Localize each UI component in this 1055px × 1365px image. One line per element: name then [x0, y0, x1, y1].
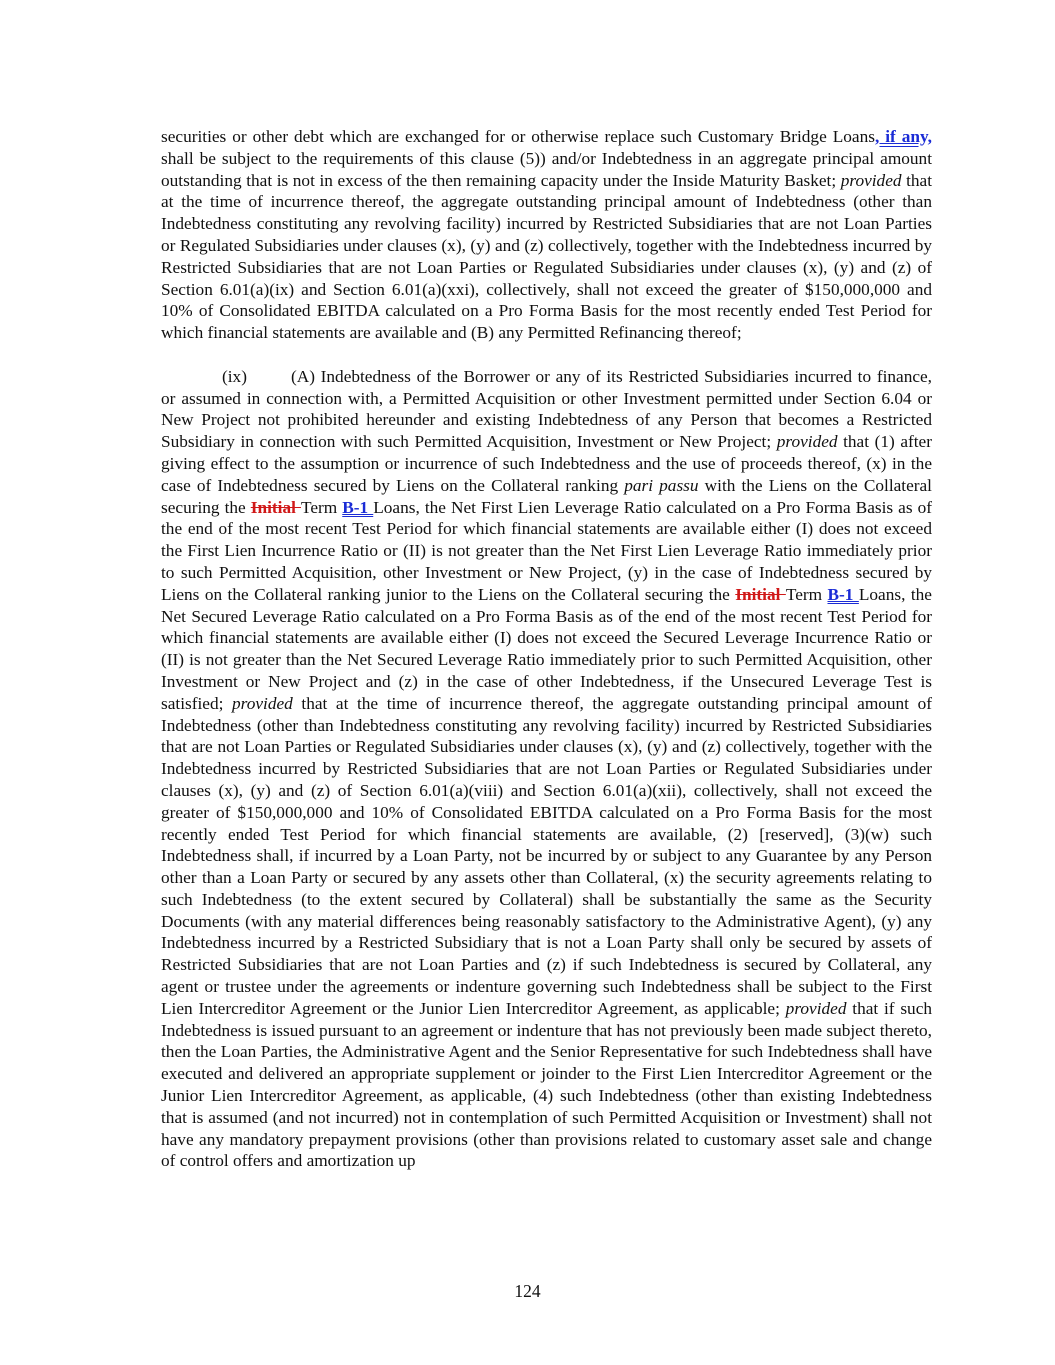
deleted-text: Initial	[735, 584, 786, 604]
text-run: with the Liens on the Collateral securing the	[161, 475, 932, 517]
text-run: securities or other debt which are exchanged for or otherwise replace such Customary Bridge Loans	[161, 127, 875, 146]
italic-text: provided	[232, 693, 293, 713]
clause-number: (ix)	[222, 366, 247, 386]
italic-text: provided	[840, 170, 902, 190]
document-body	[161, 126, 932, 1172]
italic-text: provided	[785, 998, 847, 1018]
text-run: that if such Indebtedness is issued pursuant to an agreement or indenture that has not previously been made subject thereto, then the Loan Parties, the Administrative Agent and the Senior Representative for such Indebtedness shall have executed and delivered an appropriate supplement or joinder to the First Lien Intercreditor Agreement or the Junior Lien Intercreditor Agreement, as applicable, (4) such Indebtedness (other than existing Indebtedness that is assumed (and not incurred) not in contemplation of such Permitted Acquisition or Investment) shall not have any mandatory prepayment provisions (other than provisions related to customary asset sale and change of control offers and amortization up	[161, 998, 933, 1171]
text-run: (A) Indebtedness of the Borrower or any of its Restricted Subsidiaries incurred to finance, or assumed in connection with, a Permitted Acquisition or other Investment permitted under Section 6.04 or New Project not prohibited hereunder and existing Indebtedness of any Person that becomes a Restricted Subsidiary in connection with such Permitted Acquisition, Investment or New Project;	[161, 366, 932, 452]
inserted-text: B-1	[827, 584, 859, 604]
deleted-text: Initial	[250, 497, 301, 517]
italic-text: provided	[776, 432, 838, 452]
page-number: 124	[514, 1281, 541, 1301]
paragraph-continuation	[161, 126, 932, 344]
text-run: Term	[300, 497, 343, 517]
text-run: that at the time of incurrence thereof, the aggregate outstanding principal amount of Indebtedness (other than Indebtedness constituting any revolving facility) incurred by Restricted Subsidiaries that are not Loan Parties or Regulated Subsidiaries under clauses (x), (y) and (z) collectively, together with the Indebtedness incurred by Restricted Subsidiaries that are not Loan Parties or Regulated Subsidiaries under clauses (x), (y) and (z) of Section 6.01(a)(viii) and Section 6.01(a)(xii), collectively, shall not exceed the greater of $150,000,000 and 10% of Consolidated EBITDA calculated on a Pro Forma Basis for the most recently ended Test Period for which financial statements are available, (2) [reserved], (3)(w) such Indebtedness shall, if incurred by a Loan Party, not be incurred by or subject to any Guarantee by any Person other than a Loan Party or secured by any assets other than Collateral, (x) the security agreements relating to such Indebtedness (to the extent secured by Collateral) shall be substantially the same as the Security Documents (with any material differences being reasonably satisfactory to the Administrative Agent), (y) any Indebtedness incurred by a Restricted Subsidiary that is not a Loan Party shall only be secured by assets of Restricted Subsidiaries that are not Loan Parties and (z) if such Indebtedness is secured by Collateral, any agent or trustee under the agreements or indenture governing such Indebtedness shall be subject to the First Lien Intercreditor Agreement or the Junior Lien Intercreditor Agreement, as applicable;	[161, 693, 932, 1018]
text-run: that at the time of incurrence thereof, the aggregate outstanding principal amount of Indebtedness (other than Indebtedness constituting any revolving facility) incurred by Restricted Subsidiaries that are not Loan Parties or Regulated Subsidiaries under clauses (x), (y) and (z) collectively, together with the Indebtedness incurred by Restricted Subsidiaries that are not Loan Parties or Regulated Subsidiaries under clauses (x), (y) and (z) of Section 6.01(a)(ix) and Section 6.01(a)(xxi), collectively, shall not exceed the greater of $150,000,000 and 10% of Consolidated EBITDA calculated on a Pro Forma Basis for the most recently ended Test Period for which financial statements are available and (B) any Permitted Refinancing thereof;	[161, 170, 932, 343]
text-run: Loans, the Net Secured Leverage Ratio calculated on a Pro Forma Basis as of the end of the most recent Test Period for which financial statements are available either (I) does not exceed the Secured Leverage Incurrence Ratio or (II) is not greater than the Net Secured Leverage Ratio immediately prior to such Permitted Acquisition, other Investment or New Project and (z) in the case of other Indebtedness, if the Unsecured Leverage Test is satisfied;	[161, 584, 932, 713]
text-run: Term	[785, 584, 828, 604]
inserted-text: , if any,	[874, 127, 932, 146]
inserted-text: B-1	[342, 497, 374, 517]
paragraph-clause-ix	[161, 366, 932, 1172]
text-run: that (1) after giving effect to the assumption or incurrence of such Indebtedness and the use of proceeds thereof, (x) in the case of Indebtedness secured by Liens on the Collateral ranking	[161, 432, 932, 495]
italic-text: pari passu	[624, 475, 699, 495]
text-run: shall be subject to the requirements of this clause (5)) and/or Indebtedness in an aggregate principal amount outstanding that is not in excess of the then remaining capacity under the Inside Maturity Basket;	[161, 148, 932, 190]
text-run: Loans, the Net First Lien Leverage Ratio calculated on a Pro Forma Basis as of the end of the most recent Test Period for which financial statements are available either (I) does not exceed the First Lien Incurrence Ratio or (II) is not greater than the Net First Lien Leverage Ratio immediately prior to such Permitted Acquisition, other Investment or New Project, (y) in the case of Indebtedness secured by Liens on the Collateral ranking junior to the Liens on the Collateral securing the	[161, 497, 933, 604]
